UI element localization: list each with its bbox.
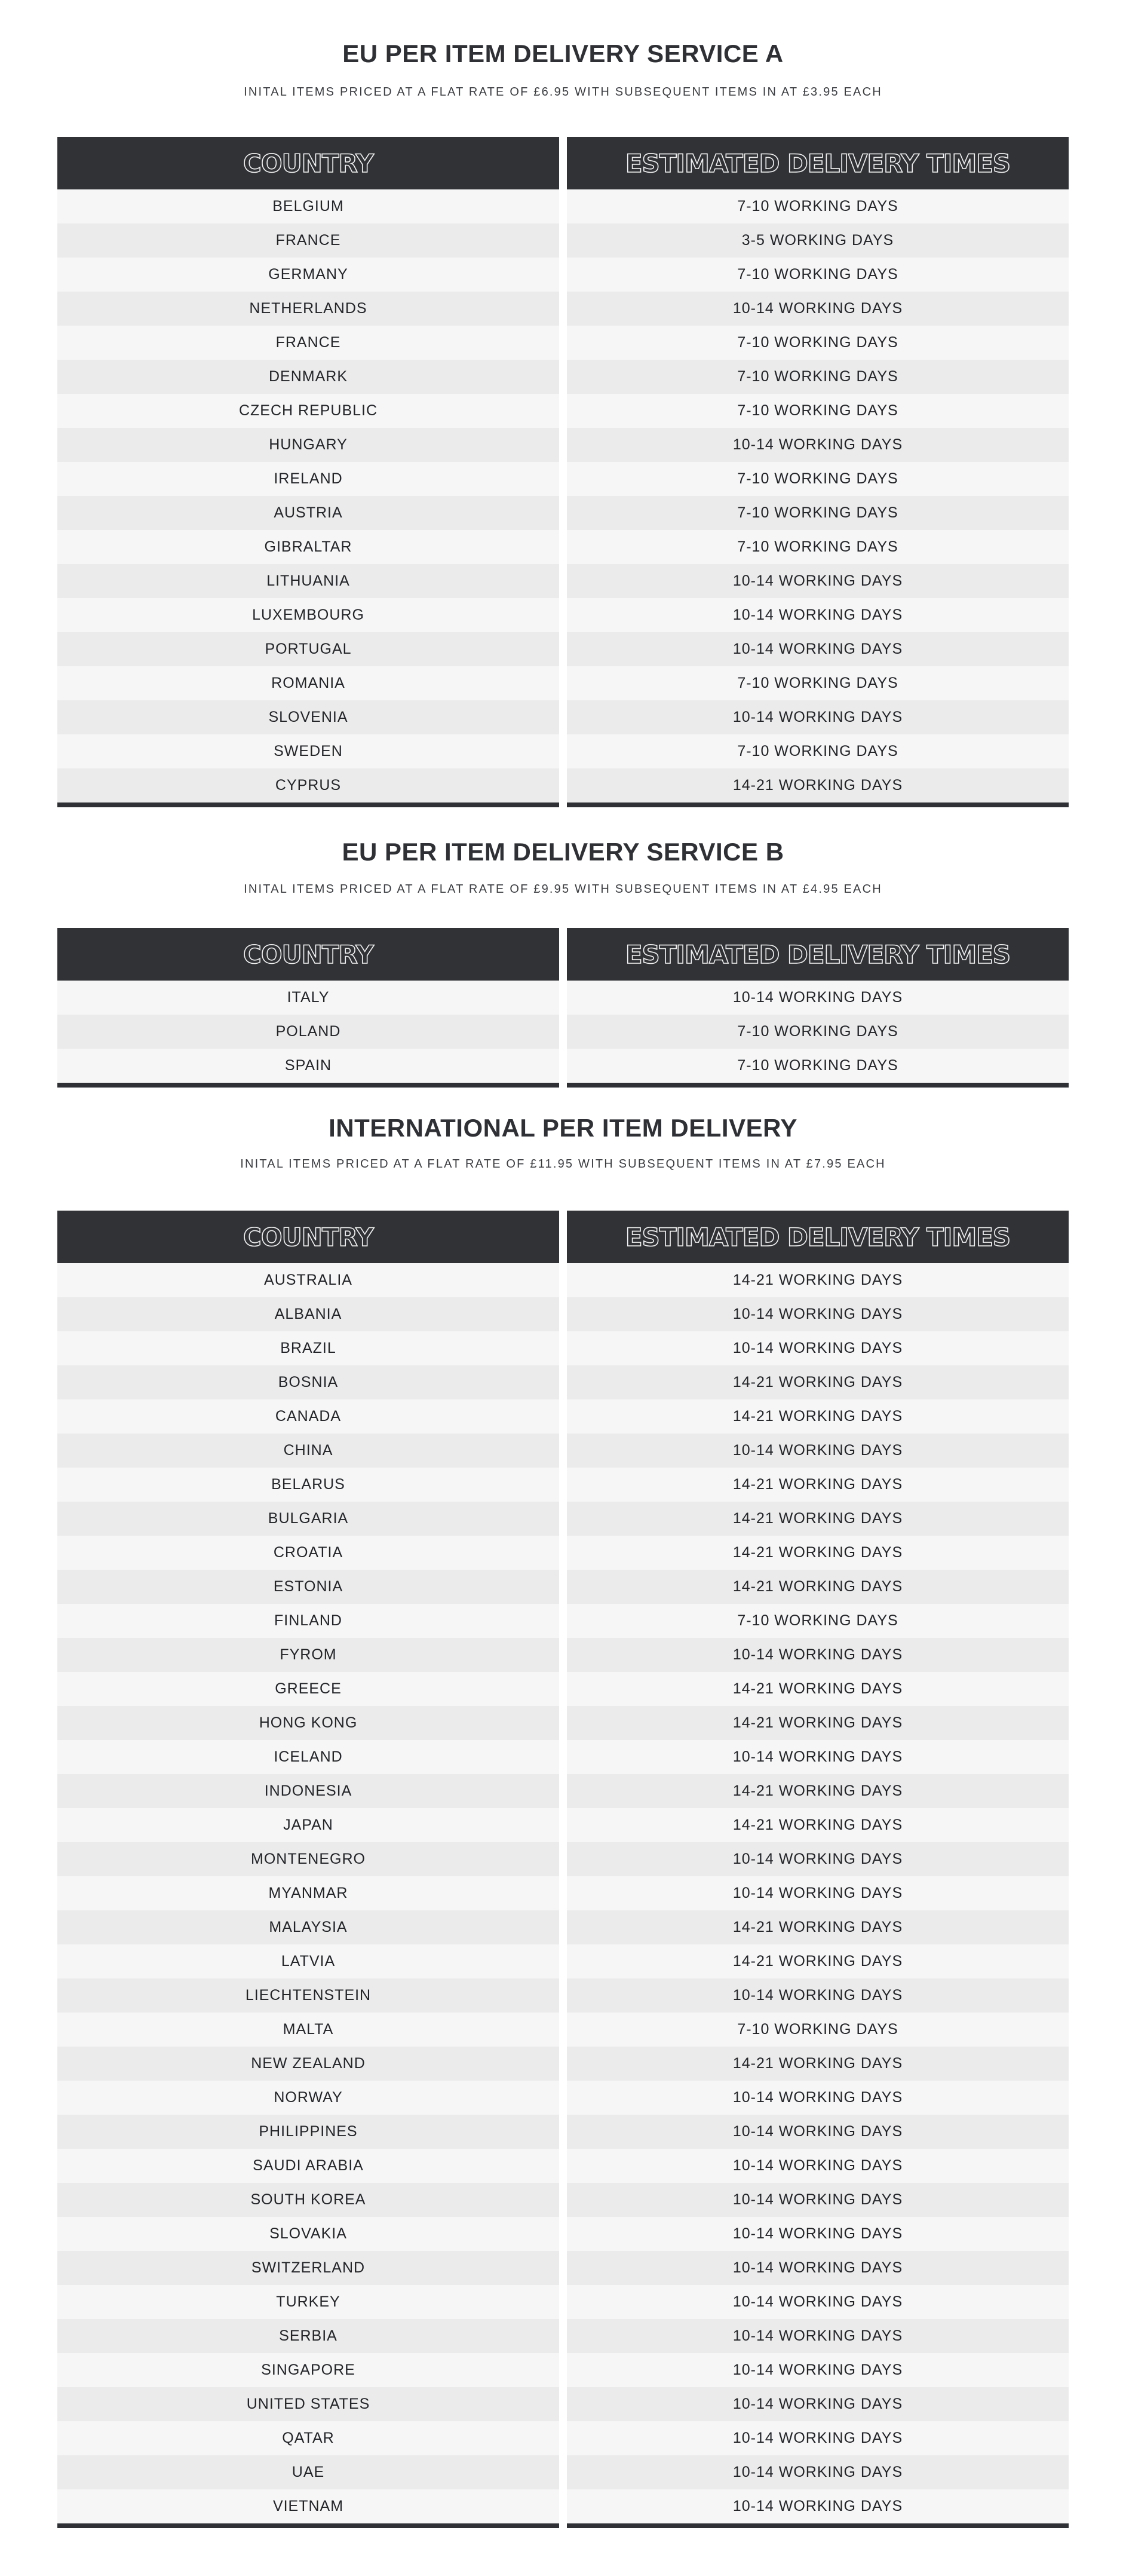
- delivery-time-cell: 14-21 WORKING DAYS: [567, 1536, 1069, 1570]
- delivery-time-cell: 7-10 WORKING DAYS: [567, 734, 1069, 768]
- country-cell: PHILIPPINES: [57, 2115, 559, 2149]
- country-cell: MALAYSIA: [57, 1910, 559, 1944]
- country-cell: MYANMAR: [57, 1876, 559, 1910]
- delivery-time-cell: 14-21 WORKING DAYS: [567, 1468, 1069, 1502]
- delivery-time-cell: 10-14 WORKING DAYS: [567, 2421, 1069, 2455]
- delivery-time-cell: 10-14 WORKING DAYS: [567, 1331, 1069, 1365]
- delivery-time-cell: 14-21 WORKING DAYS: [567, 1399, 1069, 1434]
- section-title: EU PER ITEM DELIVERY SERVICE B: [342, 838, 784, 866]
- country-cell: LIECHTENSTEIN: [57, 1978, 559, 2013]
- section-subtitle: INITAL ITEMS PRICED AT A FLAT RATE OF £6.95 WITH SUBSEQUENT ITEMS IN AT £3.95 EACH: [244, 85, 882, 99]
- country-cell: UNITED STATES: [57, 2387, 559, 2421]
- country-cell: LUXEMBOURG: [57, 598, 559, 632]
- country-cell: GERMANY: [57, 258, 559, 292]
- delivery-time-cell: 7-10 WORKING DAYS: [567, 326, 1069, 360]
- country-cell: NETHERLANDS: [57, 292, 559, 326]
- delivery-time-cell: 10-14 WORKING DAYS: [567, 632, 1069, 666]
- country-cell: GREECE: [57, 1672, 559, 1706]
- delivery-time-cell: 10-14 WORKING DAYS: [567, 2455, 1069, 2489]
- delivery-time-cell: 14-21 WORKING DAYS: [567, 1910, 1069, 1944]
- delivery-time-cell: 10-14 WORKING DAYS: [567, 2319, 1069, 2353]
- country-cell: NORWAY: [57, 2081, 559, 2115]
- country-cell: CZECH REPUBLIC: [57, 394, 559, 428]
- delivery-times-rows: [567, 189, 1069, 807]
- delivery-time-cell: 7-10 WORKING DAYS: [567, 530, 1069, 564]
- delivery-time-cell: 10-14 WORKING DAYS: [567, 2489, 1069, 2523]
- country-cell: PORTUGAL: [57, 632, 559, 666]
- country-cell: MONTENEGRO: [57, 1842, 559, 1876]
- country-column: [57, 1211, 559, 2528]
- country-cell: SINGAPORE: [57, 2353, 559, 2387]
- country-cell: JAPAN: [57, 1808, 559, 1842]
- country-cell: NEW ZEALAND: [57, 2047, 559, 2081]
- country-cell: CYPRUS: [57, 768, 559, 802]
- delivery-times-column: [567, 1211, 1069, 2528]
- country-cell: POLAND: [57, 1015, 559, 1049]
- country-cell: FINLAND: [57, 1604, 559, 1638]
- delivery-time-cell: 14-21 WORKING DAYS: [567, 768, 1069, 802]
- delivery-time-cell: 14-21 WORKING DAYS: [567, 1808, 1069, 1842]
- country-cell: IRELAND: [57, 462, 559, 496]
- country-column: [57, 928, 559, 1088]
- country-cell: SAUDI ARABIA: [57, 2149, 559, 2183]
- country-cell: FRANCE: [57, 326, 559, 360]
- country-cell: ESTONIA: [57, 1570, 559, 1604]
- country-cell: FRANCE: [57, 223, 559, 258]
- delivery-times-column: [567, 137, 1069, 807]
- delivery-time-cell: 3-5 WORKING DAYS: [567, 223, 1069, 258]
- country-cell: MALTA: [57, 2013, 559, 2047]
- country-cell: SOUTH KOREA: [57, 2183, 559, 2217]
- delivery-time-cell: 10-14 WORKING DAYS: [567, 1638, 1069, 1672]
- section-subtitle: INITAL ITEMS PRICED AT A FLAT RATE OF £9.95 WITH SUBSEQUENT ITEMS IN AT £4.95 EACH: [244, 883, 882, 896]
- country-cell: ALBANIA: [57, 1297, 559, 1331]
- delivery-time-cell: 14-21 WORKING DAYS: [567, 1672, 1069, 1706]
- country-cell: HUNGARY: [57, 428, 559, 462]
- delivery-times-header: ESTIMATED DELIVERY TIMES: [567, 137, 1069, 189]
- delivery-time-cell: 10-14 WORKING DAYS: [567, 292, 1069, 326]
- country-header: COUNTRY: [57, 137, 559, 189]
- delivery-time-cell: 10-14 WORKING DAYS: [567, 2217, 1069, 2251]
- country-cell: BELGIUM: [57, 189, 559, 223]
- country-cell: FYROM: [57, 1638, 559, 1672]
- delivery-time-cell: 10-14 WORKING DAYS: [567, 1842, 1069, 1876]
- section-subtitle: INITAL ITEMS PRICED AT A FLAT RATE OF £11.95 WITH SUBSEQUENT ITEMS IN AT £7.95 EACH: [240, 1157, 886, 1171]
- country-cell: CANADA: [57, 1399, 559, 1434]
- country-cell: SWITZERLAND: [57, 2251, 559, 2285]
- country-cell: AUSTRIA: [57, 496, 559, 530]
- delivery-times-rows: [567, 981, 1069, 1088]
- delivery-times-rows: [567, 1263, 1069, 2528]
- country-cell: INDONESIA: [57, 1774, 559, 1808]
- delivery-time-cell: 7-10 WORKING DAYS: [567, 360, 1069, 394]
- country-cell: BOSNIA: [57, 1365, 559, 1399]
- delivery-time-cell: 10-14 WORKING DAYS: [567, 700, 1069, 734]
- delivery-time-cell: 7-10 WORKING DAYS: [567, 496, 1069, 530]
- country-rows: [57, 189, 559, 807]
- country-cell: AUSTRALIA: [57, 1263, 559, 1297]
- delivery-time-cell: 10-14 WORKING DAYS: [567, 2387, 1069, 2421]
- country-cell: ROMANIA: [57, 666, 559, 700]
- country-rows: [57, 981, 559, 1088]
- delivery-time-cell: 7-10 WORKING DAYS: [567, 2013, 1069, 2047]
- country-cell: GIBRALTAR: [57, 530, 559, 564]
- country-cell: CROATIA: [57, 1536, 559, 1570]
- delivery-time-cell: 14-21 WORKING DAYS: [567, 1502, 1069, 1536]
- delivery-time-cell: 10-14 WORKING DAYS: [567, 2251, 1069, 2285]
- country-cell: ITALY: [57, 981, 559, 1015]
- country-header: COUNTRY: [57, 928, 559, 981]
- country-cell: SWEDEN: [57, 734, 559, 768]
- country-header: COUNTRY: [57, 1211, 559, 1263]
- delivery-time-cell: 10-14 WORKING DAYS: [567, 564, 1069, 598]
- delivery-time-cell: 14-21 WORKING DAYS: [567, 1263, 1069, 1297]
- country-cell: QATAR: [57, 2421, 559, 2455]
- country-cell: VIETNAM: [57, 2489, 559, 2523]
- country-cell: UAE: [57, 2455, 559, 2489]
- delivery-time-cell: 14-21 WORKING DAYS: [567, 2047, 1069, 2081]
- country-cell: LATVIA: [57, 1944, 559, 1978]
- section-title: EU PER ITEM DELIVERY SERVICE A: [342, 39, 784, 68]
- delivery-time-cell: 14-21 WORKING DAYS: [567, 1774, 1069, 1808]
- country-cell: BULGARIA: [57, 1502, 559, 1536]
- delivery-times-column: [567, 928, 1069, 1088]
- country-cell: SPAIN: [57, 1049, 559, 1083]
- delivery-time-cell: 10-14 WORKING DAYS: [567, 2081, 1069, 2115]
- delivery-time-cell: 10-14 WORKING DAYS: [567, 1876, 1069, 1910]
- delivery-time-cell: 10-14 WORKING DAYS: [567, 2115, 1069, 2149]
- delivery-time-cell: 10-14 WORKING DAYS: [567, 1978, 1069, 2013]
- country-cell: BELARUS: [57, 1468, 559, 1502]
- country-cell: HONG KONG: [57, 1706, 559, 1740]
- delivery-time-cell: 10-14 WORKING DAYS: [567, 2183, 1069, 2217]
- country-column: [57, 137, 559, 807]
- country-cell: SLOVAKIA: [57, 2217, 559, 2251]
- country-cell: BRAZIL: [57, 1331, 559, 1365]
- delivery-time-cell: 14-21 WORKING DAYS: [567, 1944, 1069, 1978]
- delivery-time-cell: 10-14 WORKING DAYS: [567, 981, 1069, 1015]
- country-rows: [57, 1263, 559, 2528]
- delivery-time-cell: 7-10 WORKING DAYS: [567, 258, 1069, 292]
- country-cell: ICELAND: [57, 1740, 559, 1774]
- delivery-time-cell: 10-14 WORKING DAYS: [567, 2353, 1069, 2387]
- country-cell: TURKEY: [57, 2285, 559, 2319]
- delivery-time-cell: 10-14 WORKING DAYS: [567, 1434, 1069, 1468]
- delivery-times-header: ESTIMATED DELIVERY TIMES: [567, 1211, 1069, 1263]
- country-cell: SERBIA: [57, 2319, 559, 2353]
- country-cell: LITHUANIA: [57, 564, 559, 598]
- delivery-time-cell: 10-14 WORKING DAYS: [567, 1297, 1069, 1331]
- delivery-time-cell: 7-10 WORKING DAYS: [567, 1604, 1069, 1638]
- delivery-time-cell: 14-21 WORKING DAYS: [567, 1365, 1069, 1399]
- delivery-time-cell: 10-14 WORKING DAYS: [567, 2149, 1069, 2183]
- country-cell: DENMARK: [57, 360, 559, 394]
- delivery-time-cell: 10-14 WORKING DAYS: [567, 1740, 1069, 1774]
- country-cell: SLOVENIA: [57, 700, 559, 734]
- country-cell: CHINA: [57, 1434, 559, 1468]
- delivery-time-cell: 7-10 WORKING DAYS: [567, 462, 1069, 496]
- delivery-time-cell: 7-10 WORKING DAYS: [567, 189, 1069, 223]
- delivery-times-header: ESTIMATED DELIVERY TIMES: [567, 928, 1069, 981]
- delivery-time-cell: 10-14 WORKING DAYS: [567, 598, 1069, 632]
- delivery-time-cell: 10-14 WORKING DAYS: [567, 2285, 1069, 2319]
- delivery-time-cell: 14-21 WORKING DAYS: [567, 1706, 1069, 1740]
- delivery-time-cell: 7-10 WORKING DAYS: [567, 666, 1069, 700]
- delivery-time-cell: 7-10 WORKING DAYS: [567, 1049, 1069, 1083]
- section-title: INTERNATIONAL PER ITEM DELIVERY: [329, 1114, 797, 1142]
- delivery-time-cell: 7-10 WORKING DAYS: [567, 394, 1069, 428]
- delivery-time-cell: 14-21 WORKING DAYS: [567, 1570, 1069, 1604]
- delivery-time-cell: 10-14 WORKING DAYS: [567, 428, 1069, 462]
- delivery-time-cell: 7-10 WORKING DAYS: [567, 1015, 1069, 1049]
